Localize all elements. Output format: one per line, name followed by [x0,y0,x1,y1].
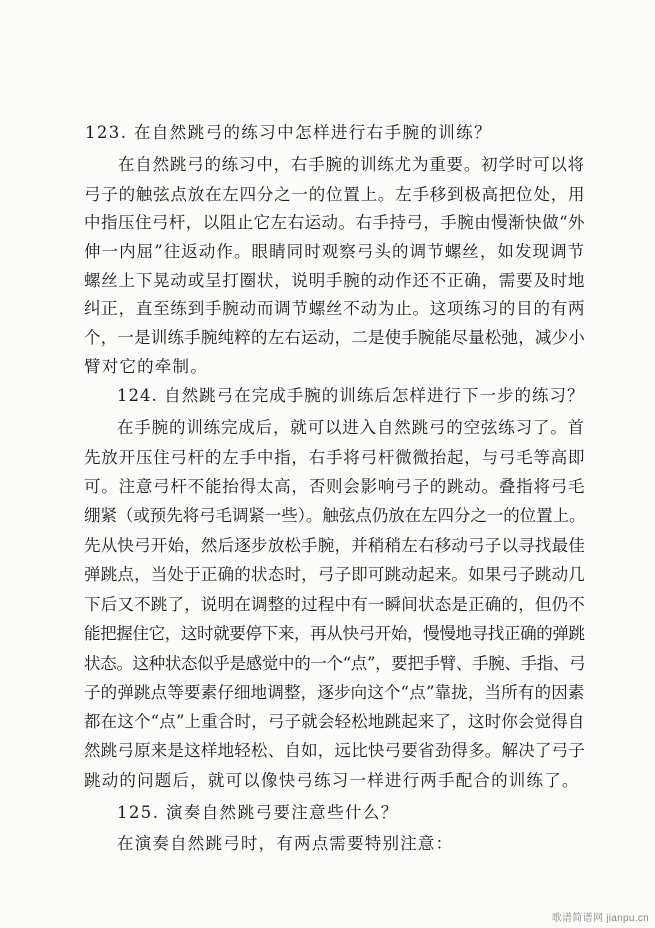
question-125-title: 125. 演奏自然跳弓要注意些什么？ [117,803,399,822]
question-123-title: 123. 在自然跳弓的练习中怎样进行右手腕的训练？ [85,123,492,142]
q124-line-5: 先从快弓开始，然后逐步放松手腕，并稍稍左右移动弓子以寻找最佳 [84,536,585,555]
q123-line-2: 弓子的触弦点放在左四分之一的位置上。左手移到极高把位处，用 [84,185,586,204]
q124-line-13: 跳动的问题后，就可以像快弓练习一样进行两手配合的训练了。 [84,771,580,790]
q123-line-3: 中指压住弓杆，以阻止它左右运动。右手持弓，手腕由慢渐快做“外 [84,213,585,232]
q124-line-6: 弹跳点，当处于正确的状态时，弓子即可跳动起来。如果弓子跳动几 [84,565,585,584]
q124-line-10: 子的弹跳点等要素仔细地调整，逐步向这个“点”靠拢，当所有的因素 [84,683,585,702]
q123-line-7: 个，一是训练手腕纯粹的左右运动，二是使手腕能尽量松弛，减少小 [84,328,585,347]
q123-line-1: 在自然跳弓的练习中，右手腕的训练尤为重要。初学时可以将 [118,155,585,174]
q123-line-5: 螺丝上下晃动或呈打圈状，说明手腕的动作还不正确，需要及时地 [84,271,586,290]
q124-line-1: 在手腕的训练完成后，就可以进入自然跳弓的空弦练习了。首 [117,418,585,437]
question-124-title: 124. 自然跳弓在完成手腕的训练后怎样进行下一步的练习？ [117,386,585,405]
q124-line-9: 状态。这种状态似乎是感觉中的一个“点”，要把手臂、手腕、手指、弓 [84,654,586,673]
q124-line-12: 然跳弓原来是这样地轻松、自如，远比快弓要省劲得多。解决了弓子 [84,741,585,760]
q124-line-7: 下后又不跳了，说明在调整的过程中有一瞬间状态是正确的，但仍不 [84,595,585,614]
q125-line-1: 在演奏自然跳弓时，有两点需要特别注意： [117,834,454,853]
q123-line-6: 纠正，直至练到手腕动而调节螺丝不动为止。这项练习的目的有两 [84,299,586,318]
q124-line-2: 先放开压住弓杆的左手中指，右手将弓杆微微抬起，与弓毛等高即 [84,448,586,467]
site-watermark: 歌谱简谱网 jianpu.cn [551,913,649,924]
q124-line-3: 可。注意弓杆不能抬得太高，否则会影响弓子的跳动。叠指将弓毛 [84,477,586,496]
q123-line-4: 伸一内屈”往返动作。眼睛同时观察弓头的调节螺丝，如发现调节 [84,242,586,261]
q124-line-11: 都在这个“点”上重合时，弓子就会轻松地跳起来了，这时你会觉得自 [84,712,585,731]
q124-line-4: 绷紧（或预先将弓毛调紧一些）。触弦点仍放在左四分之一的位置上。 [84,506,586,525]
q124-line-8: 能把握住它，这时就要停下来，再从快弓开始，慢慢地寻找正确的弹跳 [84,624,585,643]
q123-line-8: 臂对它的牵制。 [84,357,208,376]
